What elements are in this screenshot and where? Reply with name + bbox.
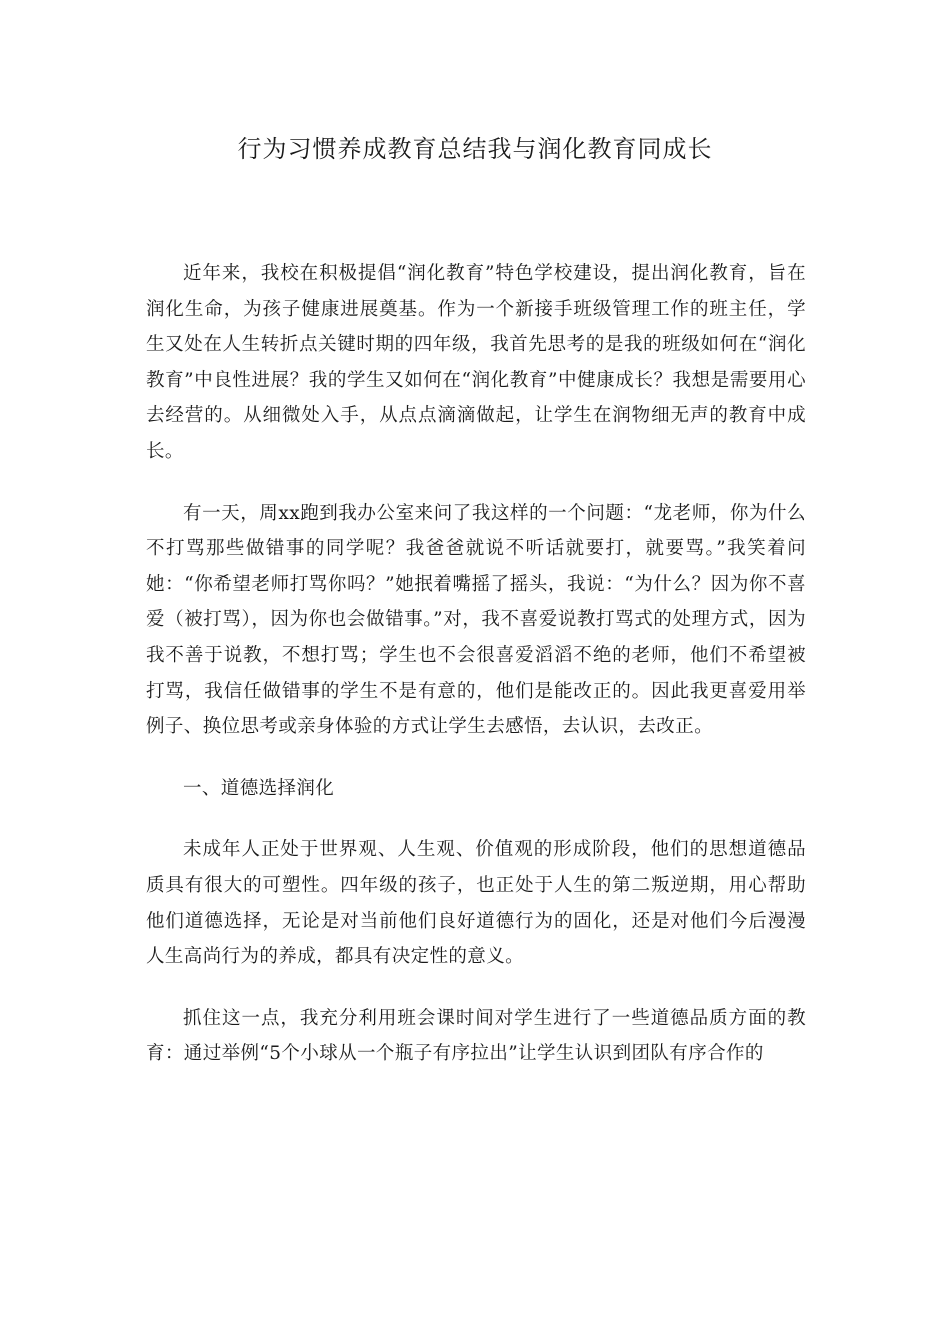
document-title: 行为习惯养成教育总结我与润化教育同成长	[237, 135, 713, 163]
paragraph-class-meeting: 抓住这一点，我充分利用班会课时间对学生进行了一些道德品质方面的教育：通过举例“5个小球从一个瓶子有序拉出”让学生认识到团队有序合作的	[146, 1007, 806, 1065]
document-body	[146, 256, 806, 1098]
section-heading: 一、道德选择润化	[183, 777, 335, 799]
paragraph-intro: 近年来，我校在积极提倡“润化教育”特色学校建设，提出润化教育，旨在润化生命，为孩子健康进展奠基。作为一个新接手班级管理工作的班主任，学生又处在人生转折点关键时期的四年级，我首先思考的是我的班级如何在“润化教育”中良性进展？我的学生又如何在“润化教育”中健康成长？我想是需要用心去经营的。从细微处入手，从点点滴滴做起，让学生在润物细无声的教育中成长。	[146, 263, 806, 462]
paragraph-moral-choice: 未成年人正处于世界观、人生观、价值观的形成阶段，他们的思想道德品质具有很大的可塑性。四年级的孩子，也正处于人生的第二叛逆期，用心帮助他们道德选择，无论是对当前他们良好道德行为的固化，还是对他们今后漫漫人生高尚行为的养成，都具有决定性的意义。	[146, 839, 806, 968]
paragraph-anecdote: 有一天，周xx跑到我办公室来问了我这样的一个问题：“龙老师，你为什么不打骂那些做错事的同学呢？我爸爸就说不听话就要打，就要骂。”我笑着问她：“你希望老师打骂你吗？”她抿着嘴摇了摇头，我说：“为什么？因为你不喜爱（被打骂），因为你也会做错事。”对，我不喜爱说教打骂式的处理方式，因为我不善于说教，不想打骂；学生也不会很喜爱滔滔不绝的老师，他们不希望被打骂，我信任做错事的学生不是有意的，他们是能改正的。因此我更喜爱用举例子、换位思考或亲身体验的方式让学生去感悟，去认识，去改正。	[146, 502, 806, 738]
